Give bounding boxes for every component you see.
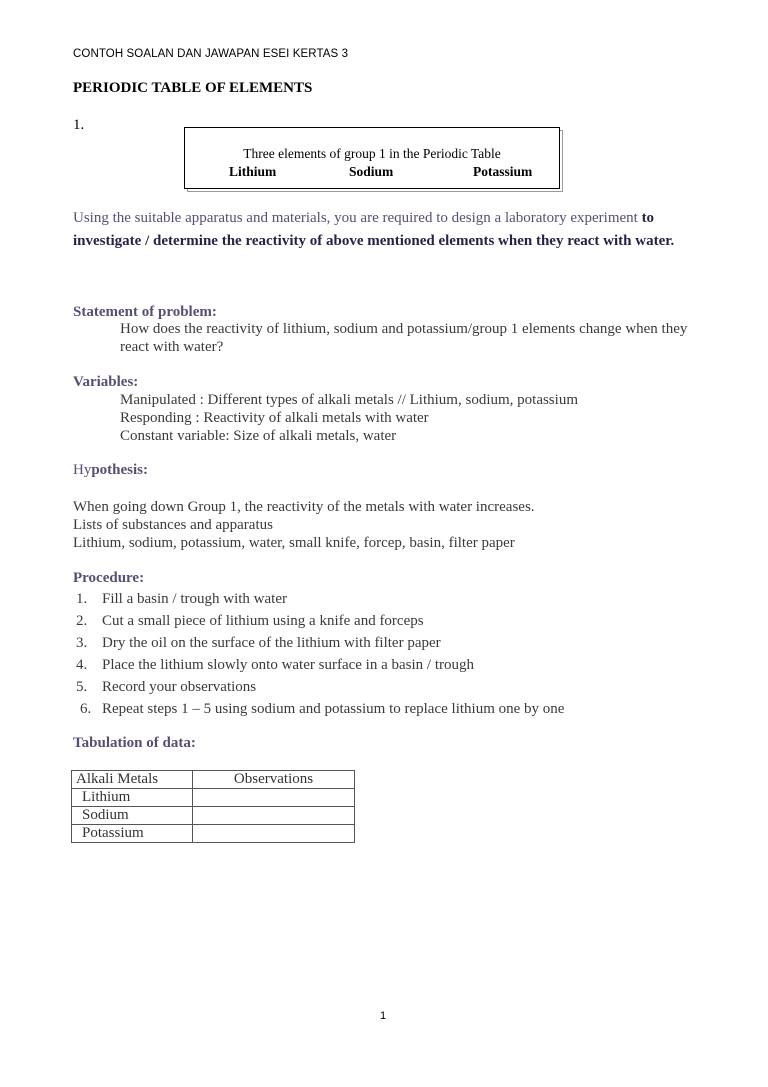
table-row <box>72 825 355 843</box>
hypothesis-text: When going down Group 1, the reactivity of the metals with water increases. <box>73 499 535 515</box>
table-row <box>72 789 355 807</box>
variable-manipulated: Manipulated : Different types of alkali metals // Lithium, sodium, potassium <box>120 392 578 408</box>
variable-responding: Responding : Reactivity of alkali metals with water <box>120 410 429 426</box>
variable-constant: Constant variable: Size of alkali metals, water <box>120 428 397 444</box>
elements-box-title: Three elements of group 1 in the Periodic Table <box>243 146 501 161</box>
statement-heading: Statement of problem: <box>73 304 217 320</box>
procedure-step: 2. Cut a small piece of lithium using a knife and forceps <box>76 613 424 629</box>
procedure-step: 5. Record your observations <box>76 679 257 695</box>
table-cell: Potassium <box>72 825 193 843</box>
table-cell <box>193 807 355 825</box>
column-header: Alkali Metals <box>72 771 193 789</box>
running-header: CONTOH SOALAN DAN JAWAPAN ESEI KERTAS 3 <box>73 48 349 60</box>
procedure-list <box>76 588 564 720</box>
question-number: 1. <box>73 117 85 133</box>
data-table <box>71 770 355 843</box>
table-cell: Sodium <box>72 807 193 825</box>
statement-text: How does the reactivity of lithium, sodium and potassium/group 1 elements change when they react with water? <box>120 321 688 355</box>
element-lithium: Lithium <box>229 164 277 179</box>
table-cell <box>193 789 355 807</box>
hypothesis-heading-plain: Hy <box>73 462 92 478</box>
elements-box <box>184 127 560 189</box>
table-header-row <box>72 771 355 789</box>
variables-heading: Variables: <box>73 374 139 390</box>
procedure-step: 1. Fill a basin / trough with water <box>76 591 287 607</box>
intro-plain: Using the suitable apparatus and materials, you are required to design a laboratory experiment <box>73 210 642 226</box>
element-potassium: Potassium <box>473 164 533 179</box>
procedure-step: 4. Place the lithium slowly onto water surface in a basin / trough <box>76 657 474 673</box>
page-number: 1 <box>380 1010 387 1022</box>
procedure-step: 6. Repeat steps 1 – 5 using sodium and potassium to replace lithium one by one <box>80 701 565 717</box>
table-cell <box>193 825 355 843</box>
column-header: Observations <box>193 771 355 789</box>
procedure-heading: Procedure: <box>73 570 145 586</box>
tabulation-heading: Tabulation of data: <box>73 735 196 751</box>
procedure-step: 3. Dry the oil on the surface of the lithium with filter paper <box>76 635 441 651</box>
page-title: PERIODIC TABLE OF ELEMENTS <box>73 80 313 96</box>
materials-list: Lithium, sodium, potassium, water, small knife, forcep, basin, filter paper <box>73 535 515 551</box>
element-sodium: Sodium <box>349 164 394 179</box>
materials-label: Lists of substances and apparatus <box>73 517 273 533</box>
table-cell: Lithium <box>72 789 193 807</box>
question-intro <box>73 207 693 252</box>
table-row <box>72 807 355 825</box>
hypothesis-heading <box>73 462 148 479</box>
intro-bold: to investigate / determine the reactivity of above mentioned elements when they react with water. <box>73 210 675 249</box>
hypothesis-heading-bold: pothesis: <box>91 462 149 478</box>
